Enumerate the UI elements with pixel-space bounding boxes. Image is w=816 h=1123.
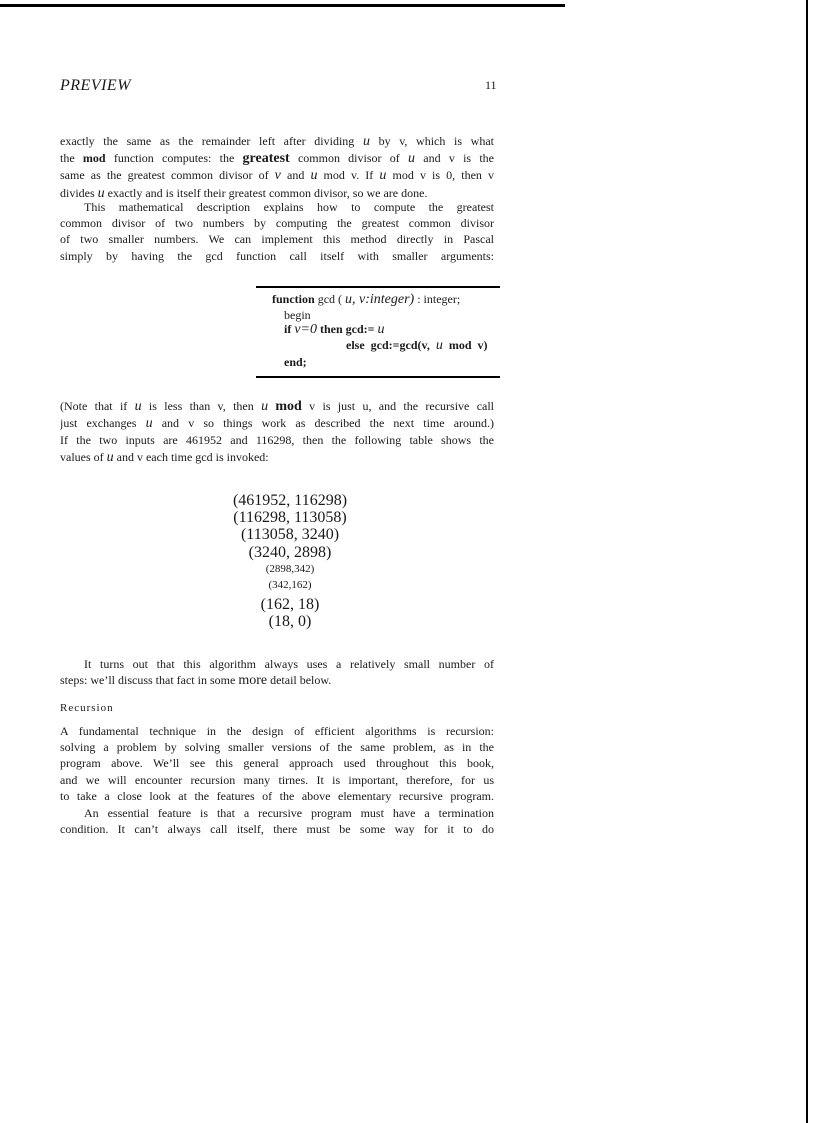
text-line: A fundamental technique in the design of efficient algorithms is recursion: <box>60 724 494 738</box>
text-line: It turns out that this algorithm always uses a relatively small number of <box>84 657 494 671</box>
text-line: program above. We’ll see this general approach used throughout this book, <box>60 756 494 771</box>
text-line: steps: we’ll discuss that fact in some more detail below. <box>60 673 332 689</box>
text-line: simply by having the gcd function call itself with smaller arguments: <box>60 248 494 263</box>
text-line: same as the greatest common divisor of v and u mod v. If u mod v is 0, then v <box>60 168 494 184</box>
text-line: An essential feature is that a recursive program must have a termination <box>84 806 494 820</box>
table-row: (342,162) <box>268 579 312 591</box>
text-line: the mod function computes: the greatest common divisor of u and v is the <box>60 151 494 167</box>
text-line: If the two inputs are 461952 and 116298, then the following table shows the <box>60 433 494 448</box>
paragraph-1 <box>60 133 494 202</box>
text-line: of two smaller numbers. We can implement this method directly in Pascal <box>60 232 494 247</box>
text-line: This mathematical description explains how to compute the greatest <box>84 200 494 214</box>
text-line: divides u exactly and is itself their greatest common divisor, so we are done. <box>60 185 428 201</box>
table-row: (116298, 113058) <box>233 509 347 526</box>
table-row: (113058, 3240) <box>240 526 340 543</box>
table-row: (2898,342) <box>265 563 315 575</box>
text-line: to take a close look at the features of the above elementary recursive program. <box>60 788 494 803</box>
text-line: exactly the same as the remainder left after dividing u by v, which is what <box>60 134 494 149</box>
code-line-end: end; <box>284 355 307 369</box>
running-head: PREVIEW <box>60 77 132 94</box>
page-number: 11 <box>485 78 497 92</box>
table-row: (461952, 116298) <box>232 492 348 509</box>
paragraph-2 <box>60 199 494 264</box>
table-row: (3240, 2898) <box>248 544 332 561</box>
table-row: (162, 18) <box>260 596 320 613</box>
text-line: and we will encounter recursion many tirnes. It is important, therefore, for us <box>60 772 494 787</box>
text-line: common divisor of two numbers by computing the greatest common divisor <box>60 216 494 231</box>
gcd-invocation-table <box>175 488 405 638</box>
paragraph-6 <box>60 805 494 837</box>
right-margin-rule <box>806 0 808 1123</box>
code-line-if: if v=0 then gcd:= u <box>284 322 385 337</box>
text-line: values of u and v each time gcd is invoked: <box>60 449 269 465</box>
code-line-else: else gcd:=gcd(v, u mod v) <box>346 338 488 353</box>
paragraph-3 <box>60 398 494 466</box>
code-listing <box>256 286 500 378</box>
paragraph-4 <box>60 656 494 689</box>
text-line: condition. It can’t always call itself, there must be some way for it to do <box>60 822 494 837</box>
code-line-function: function gcd ( u, v:integer) : integer; <box>272 292 461 307</box>
top-rule <box>0 4 565 7</box>
text-line: solving a problem by solving smaller versions of the same problem, as in the <box>60 740 494 755</box>
code-line-begin: begin <box>284 308 311 322</box>
table-row: (18, 0) <box>268 613 312 630</box>
paragraph-5 <box>60 723 494 804</box>
text-line: (Note that if u is less than v, then u mod v is just u, and the recursive call <box>60 399 494 414</box>
section-heading: Recursion <box>60 702 114 714</box>
text-line: just exchanges u and v so things work as described the next time around.) <box>60 416 494 432</box>
